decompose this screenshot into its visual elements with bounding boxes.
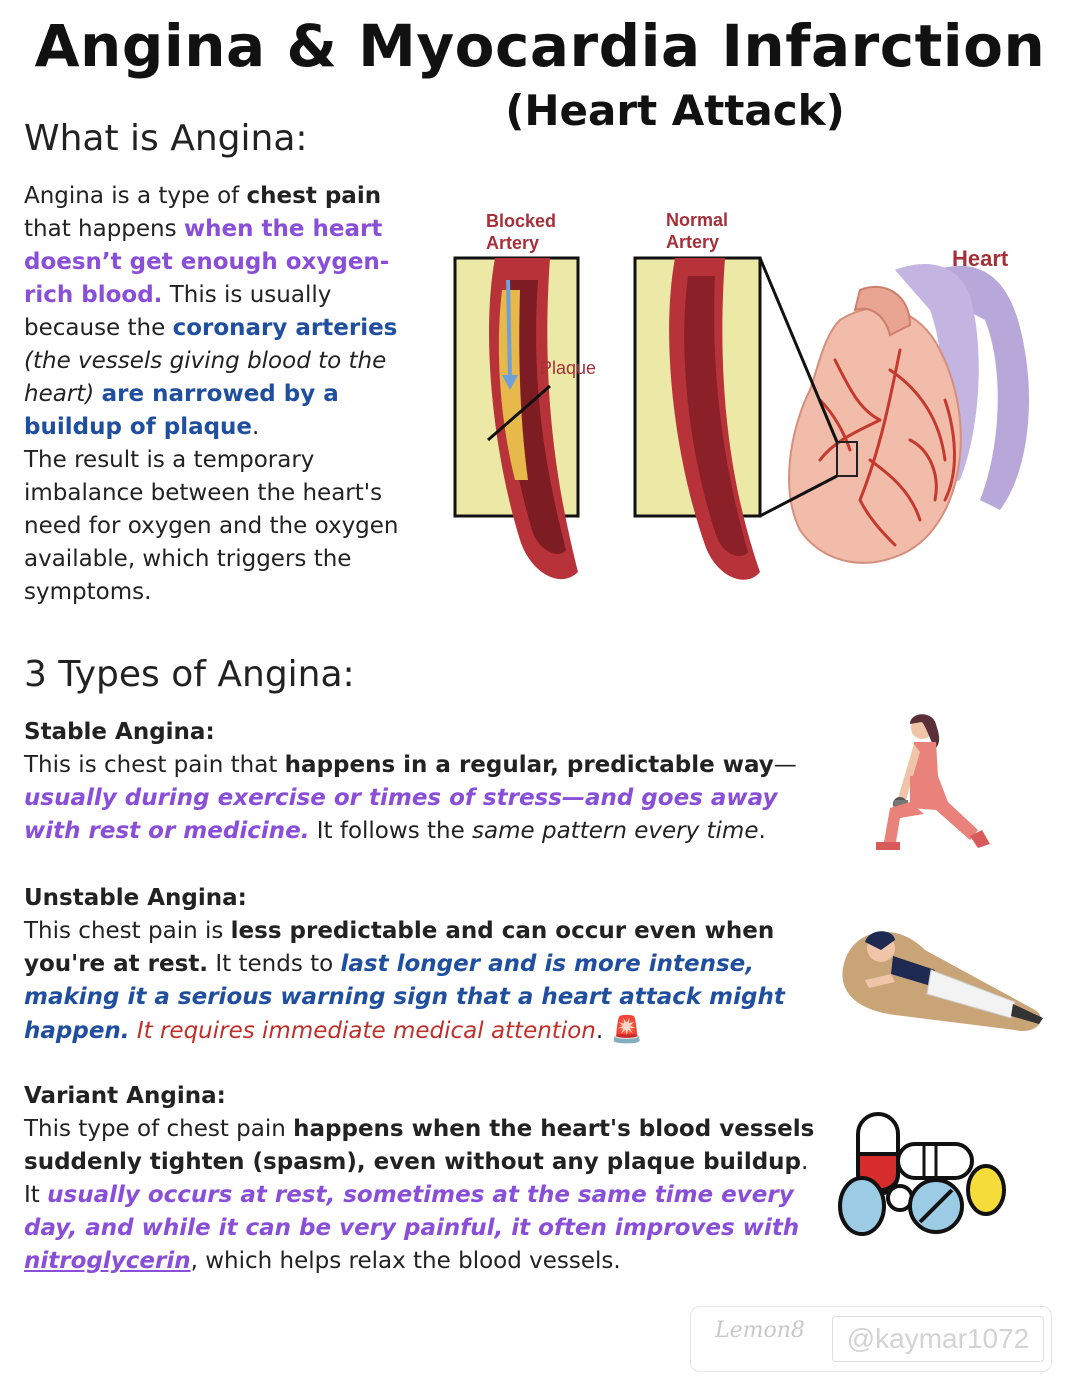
text-run bbox=[94, 381, 101, 407]
page-subtitle: (Heart Attack) bbox=[505, 86, 845, 135]
text-run bbox=[130, 1018, 137, 1044]
page-title: Angina & Myocardia Infarction bbox=[34, 12, 1046, 80]
text-run: same pattern every time bbox=[472, 818, 759, 844]
text-run: less predictable and can occur even when you're at rest. bbox=[24, 918, 775, 977]
plaque-label: Plaque bbox=[540, 358, 597, 378]
pills-icon bbox=[838, 1110, 1013, 1250]
text-run: usually during exercise or times of stress—and goes away with rest or medicine. bbox=[24, 785, 778, 844]
text-run: This type of chest pain bbox=[24, 1116, 294, 1142]
watermark-handle: @kaymar1072 bbox=[832, 1316, 1044, 1362]
text-run: . bbox=[252, 414, 260, 440]
what-is-paragraph-1 bbox=[24, 180, 424, 444]
text-run: . It bbox=[24, 1149, 809, 1208]
text-run: happens when the heart's blood vessels suddenly tighten (spasm), even without any plaque buildup bbox=[24, 1116, 815, 1175]
types-heading: 3 Types of Angina: bbox=[24, 654, 355, 695]
heart-label: Heart bbox=[952, 246, 1009, 271]
text-run: chest pain bbox=[246, 183, 382, 209]
text-run: — bbox=[773, 752, 797, 778]
unstable-text bbox=[24, 915, 824, 1048]
text-run: . bbox=[595, 1018, 611, 1044]
text-run: It tends to bbox=[208, 951, 341, 977]
text-run: last longer and is more intense, making it a serious warning sign that a heart attack might happen. bbox=[24, 951, 785, 1044]
text-run: This is chest pain that bbox=[24, 752, 285, 778]
text-run: It follows the bbox=[309, 818, 473, 844]
stable-title: Stable Angina: bbox=[24, 719, 215, 745]
text-run: , which helps relax the blood vessels. bbox=[190, 1248, 621, 1274]
text-run: coronary arteries bbox=[172, 315, 398, 341]
text-run: Angina is a type of bbox=[24, 183, 247, 209]
text-run: This chest pain is bbox=[24, 918, 231, 944]
text-run: usually occurs at rest, sometimes at the same time every day, and while it can be very painful, it often improves with bbox=[24, 1182, 800, 1241]
variant-text bbox=[24, 1113, 824, 1278]
text-run: . bbox=[758, 818, 766, 844]
text-run: nitroglycerin bbox=[24, 1248, 191, 1274]
exercise-woman-icon bbox=[870, 712, 1000, 862]
text-run: happens in a regular, predictable way bbox=[284, 752, 774, 778]
variant-title: Variant Angina: bbox=[24, 1083, 226, 1109]
text-run: This is usually because the bbox=[24, 282, 332, 341]
blocked-artery-label-line2: Artery bbox=[486, 233, 540, 253]
blocked-artery-label bbox=[486, 210, 556, 254]
alert-siren-icon: 🚨 bbox=[610, 1015, 643, 1045]
resting-woman-icon bbox=[835, 920, 1055, 1040]
stable-text bbox=[24, 749, 824, 848]
normal-artery-label-line2: Artery bbox=[666, 232, 720, 252]
text-run: (the vessels giving blood to the heart) bbox=[24, 348, 387, 407]
text-run: It requires immediate medical attention bbox=[136, 1018, 596, 1044]
watermark-logo: Lemon8 bbox=[715, 1318, 805, 1343]
unstable-title: Unstable Angina: bbox=[24, 885, 247, 911]
artery-heart-diagram bbox=[440, 200, 1070, 600]
text-run: that happens bbox=[24, 216, 184, 242]
normal-artery-panel bbox=[635, 258, 760, 580]
text-run: are narrowed by a buildup of plaque bbox=[24, 381, 339, 440]
blocked-artery-label-line1: Blocked bbox=[486, 211, 557, 231]
what-is-heading: What is Angina: bbox=[24, 118, 308, 159]
what-is-paragraph-2: The result is a temporary imbalance between the heart's need for oxygen and the oxygen available, which triggers the symptoms. bbox=[24, 447, 399, 605]
blocked-artery-panel bbox=[455, 258, 578, 579]
normal-artery-label bbox=[666, 209, 728, 253]
unstable-text-content bbox=[24, 918, 785, 1044]
text-run: when the heart doesn’t get enough oxygen-rich blood. bbox=[24, 216, 390, 308]
normal-artery-label-line1: Normal bbox=[666, 210, 729, 230]
